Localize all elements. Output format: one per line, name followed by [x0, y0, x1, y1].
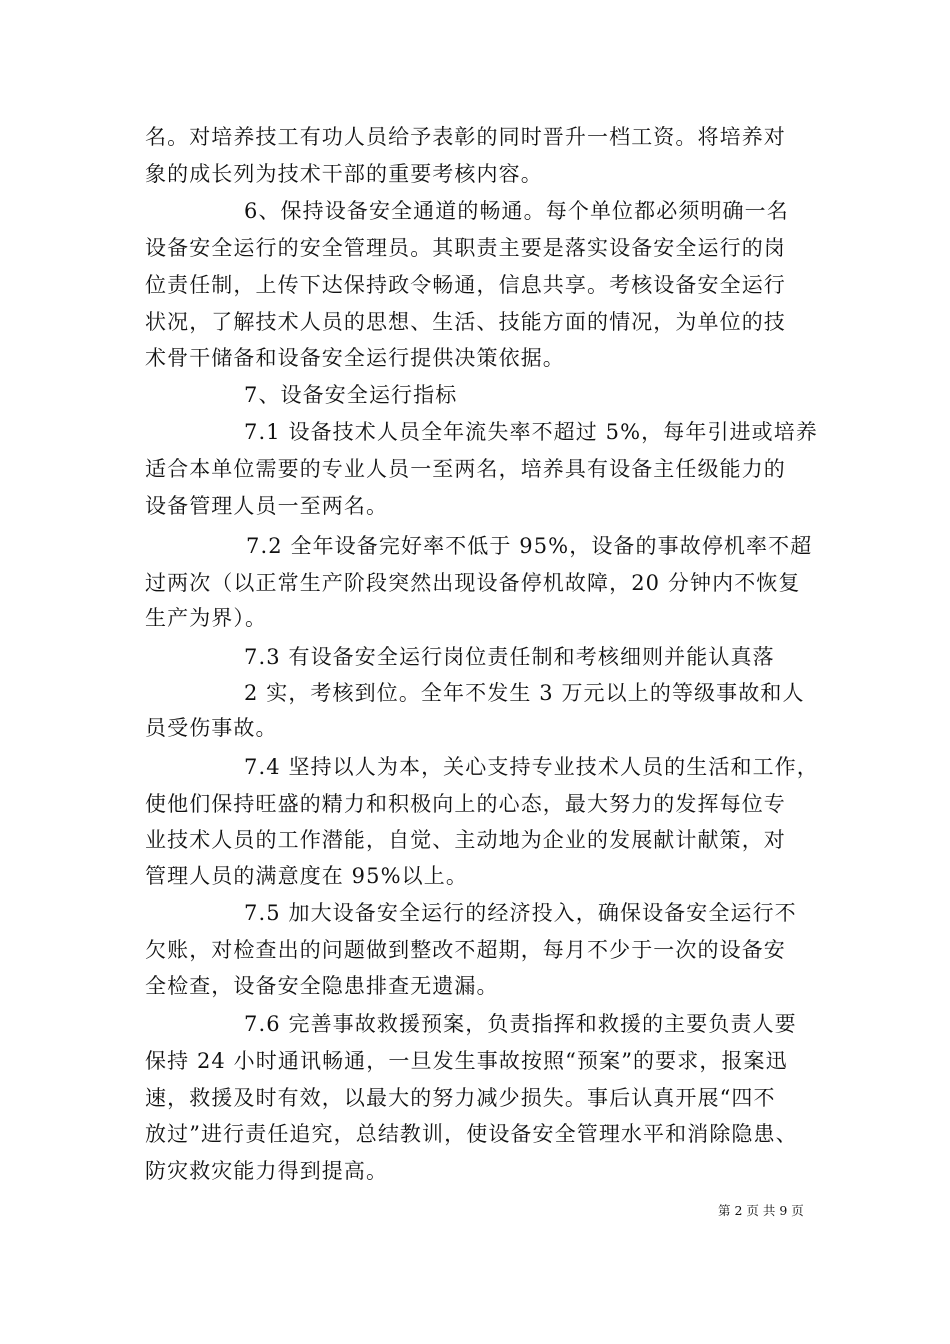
text-line: 放过”进行责任追究，总结教训，使设备安全管理水平和消除隐患、: [145, 1122, 798, 1146]
text-line: 7.3 有设备安全运行岗位责任制和考核细则并能认真落: [244, 645, 775, 669]
text-line: 象的成长列为技术干部的重要考核内容。: [145, 162, 543, 186]
text-line: 2 实，考核到位。全年不发生 3 万元以上的等级事故和人: [244, 681, 805, 705]
text-line: 管理人员的满意度在 95%以上。: [145, 864, 468, 888]
text-line: 速，救援及时有效，以最大的努力减少损失。事后认真开展“四不: [145, 1086, 776, 1110]
text-line: 使他们保持旺盛的精力和积极向上的心态，最大努力的发挥每位专: [145, 792, 786, 816]
text-line: 7.4 坚持以人为本，关心支持专业技术人员的生活和工作，: [244, 755, 819, 779]
text-line: 7.2 全年设备完好率不低于 95%，设备的事故停机率不超: [246, 534, 813, 558]
text-line: 过两次（以正常生产阶段突然出现设备停机故障，20 分钟内不恢复: [145, 571, 801, 595]
text-line: 全检查，设备安全隐患排查无遗漏。: [145, 974, 499, 998]
text-line: 防灾救灾能力得到提高。: [145, 1159, 389, 1183]
text-line: 术骨干储备和设备安全运行提供决策依据。: [145, 346, 565, 370]
text-line: 生产为界）。: [145, 606, 268, 630]
text-line: 7.5 加大设备安全运行的经济投入，确保设备安全运行不: [244, 901, 797, 925]
text-line: 7、设备安全运行指标: [244, 383, 458, 407]
text-line: 保持 24 小时通讯畅通，一旦发生事故按照“预案”的要求，报案迅: [145, 1049, 788, 1073]
text-line: 设备安全运行的安全管理员。其职责主要是落实设备安全运行的岗: [145, 236, 786, 260]
text-line: 欠账，对检查出的问题做到整改不超期，每月不少于一次的设备安: [145, 938, 786, 962]
text-line: 适合本单位需要的专业人员一至两名，培养具有设备主任级能力的: [145, 457, 786, 481]
text-line: 7.6 完善事故救援预案，负责指挥和救援的主要负责人要: [244, 1012, 797, 1036]
text-line: 设备管理人员一至两名。: [145, 494, 389, 518]
text-line: 位责任制，上传下达保持政令畅通，信息共享。考核设备安全运行: [145, 273, 786, 297]
text-line: 状况，了解技术人员的思想、生活、技能方面的情况，为单位的技: [145, 310, 786, 334]
text-line: 员受伤事故。: [145, 716, 278, 740]
text-line: 业技术人员的工作潜能，自觉、主动地为企业的发展献计献策，对: [145, 828, 786, 852]
text-line: 7.1 设备技术人员全年流失率不超过 5%，每年引进或培养: [244, 420, 818, 444]
text-line: 6、保持设备安全通道的畅通。每个单位都必须明确一名: [244, 199, 789, 223]
page-footer: 第 2 页 共 9 页: [718, 1203, 804, 1218]
text-line: 名。对培养技工有功人员给予表彰的同时晋升一档工资。将培养对: [145, 125, 786, 149]
